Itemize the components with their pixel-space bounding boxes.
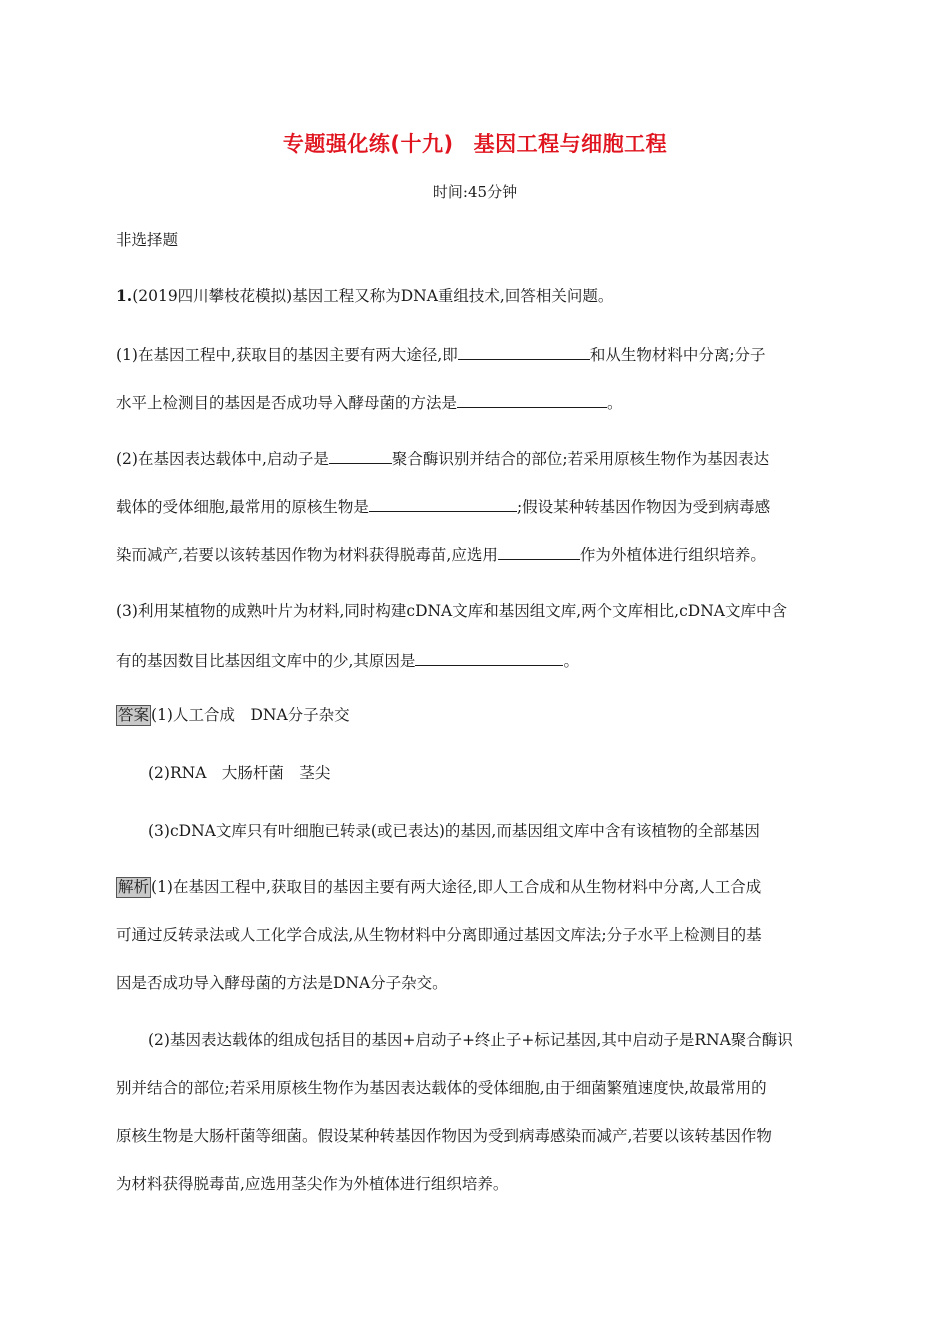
part-3-line-2 xyxy=(116,648,579,672)
analysis-line-4: (2)基因表达载体的组成包括目的基因+启动子+终止子+标记基因,其中启动子是RNA聚合酶识 xyxy=(148,1031,793,1049)
page-title xyxy=(0,128,950,158)
part-1-line-1 xyxy=(116,342,766,366)
part-3-line-1: (3)利用某植物的成熟叶片为材料,同时构建cDNA文库和基因组文库,两个文库相比,cDNA文库中含 xyxy=(116,602,787,620)
title-part-2: 基因工程与细胞工程 xyxy=(473,132,668,156)
part-1-line-2 xyxy=(116,390,623,414)
analysis-line-7: 为材料获得脱毒苗,应选用茎尖作为外植体进行组织培养。 xyxy=(116,1175,509,1193)
text-span: (2)在基因表达载体中,启动子是 xyxy=(116,450,329,468)
time-limit: 时间:45分钟 xyxy=(432,183,518,201)
answer-tag: 答案 xyxy=(118,706,150,724)
text-span: 。 xyxy=(563,652,579,670)
text-span: 。 xyxy=(607,394,623,412)
text-span: ;假设某种转基因作物因为受到病毒感 xyxy=(516,498,771,516)
answer-line-1 xyxy=(116,704,350,726)
text-span: (1)人工合成 DNA分子杂交 xyxy=(151,706,350,724)
answer-line-2: (2)RNA 大肠杆菌 茎尖 xyxy=(148,764,331,782)
answer-blank xyxy=(498,542,580,560)
section-heading: 非选择题 xyxy=(116,231,179,249)
answer-blank xyxy=(369,494,517,512)
question-stem-text: (2019四川攀枝花模拟)基因工程又称为DNA重组技术,回答相关问题。 xyxy=(132,287,614,305)
analysis-line-1 xyxy=(116,876,761,898)
answer-blank xyxy=(415,648,563,666)
text-span: 聚合酶识别并结合的部位;若采用原核生物作为基因表达 xyxy=(391,450,770,468)
text-span: 有的基因数目比基因组文库中的少,其原因是 xyxy=(116,652,416,670)
analysis-line-5: 别并结合的部位;若采用原核生物作为基因表达载体的受体细胞,由于细菌繁殖速度快,故最常用的 xyxy=(116,1079,767,1097)
text-span: (1)在基因工程中,获取目的基因主要有两大途径,即 xyxy=(116,346,458,364)
analysis-line-2: 可通过反转录法或人工化学合成法,从生物材料中分离即通过基因文库法;分子水平上检测目的基 xyxy=(116,926,762,944)
question-number: 1. xyxy=(116,286,133,305)
part-2-line-2 xyxy=(116,494,770,518)
part-2-line-1 xyxy=(116,446,769,470)
text-span: 和从生物材料中分离;分子 xyxy=(589,346,766,364)
title-part-1: 专题强化练(十九) xyxy=(282,132,454,156)
analysis-line-3: 因是否成功导入酵母菌的方法是DNA分子杂交。 xyxy=(116,974,448,992)
analysis-line-6: 原核生物是大肠杆菌等细菌。假设某种转基因作物因为受到病毒感染而减产,若要以该转基因作物 xyxy=(116,1127,772,1145)
answer-blank xyxy=(329,446,392,464)
answer-line-3: (3)cDNA文库只有叶细胞已转录(或已表达)的基因,而基因组文库中含有该植物的全部基因 xyxy=(148,822,760,840)
answer-blank xyxy=(457,390,607,408)
answer-blank xyxy=(458,342,590,360)
question-stem xyxy=(116,285,613,307)
text-span: 水平上检测目的基因是否成功导入酵母菌的方法是 xyxy=(116,394,458,412)
text-span: 载体的受体细胞,最常用的原核生物是 xyxy=(116,498,369,516)
analysis-tag: 解析 xyxy=(118,878,150,896)
part-2-line-3 xyxy=(116,542,766,566)
text-span: 染而减产,若要以该转基因作物为材料获得脱毒苗,应选用 xyxy=(116,546,498,564)
text-span: 作为外植体进行组织培养。 xyxy=(579,546,766,564)
text-span: (1)在基因工程中,获取目的基因主要有两大途径,即人工合成和从生物材料中分离,人工合成 xyxy=(151,878,762,896)
